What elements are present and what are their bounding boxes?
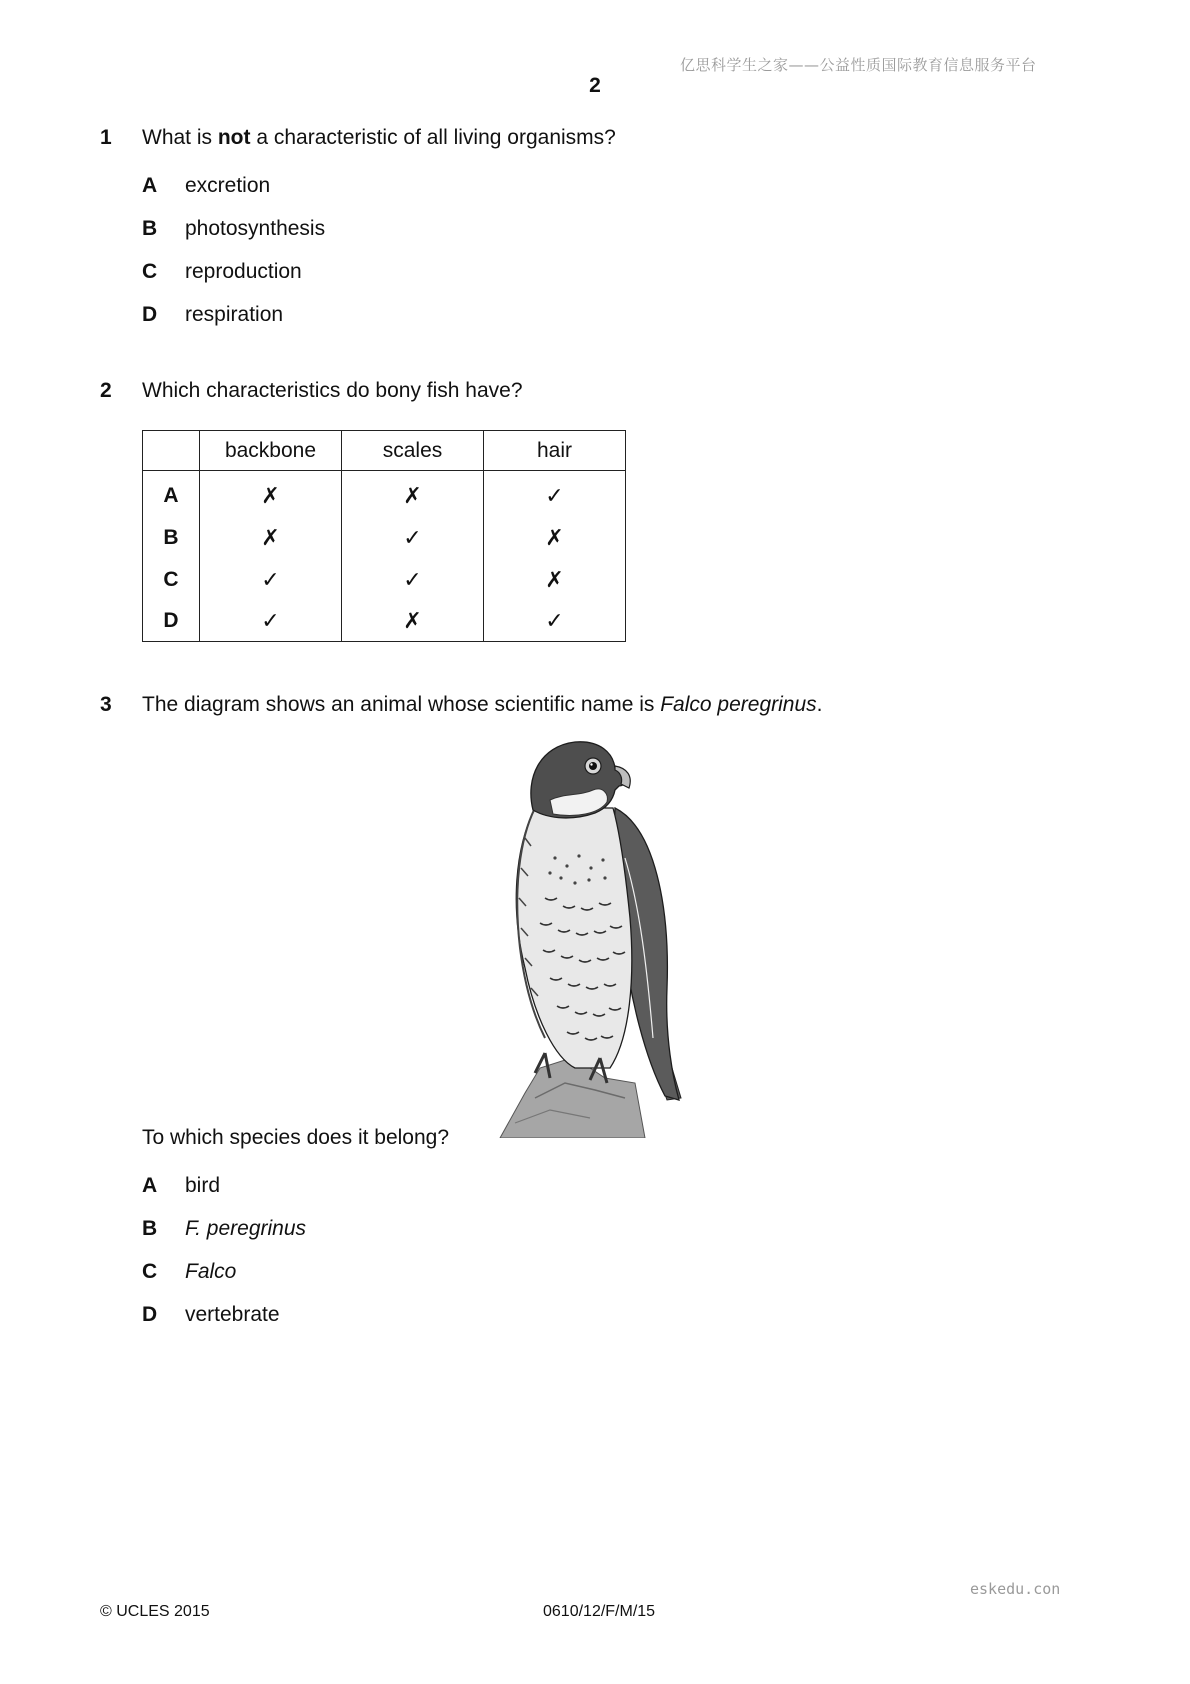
table-cell-scales: ✗ xyxy=(342,601,484,642)
table-row-letter: C xyxy=(143,559,200,601)
q3-option-a-letter: A xyxy=(142,1174,158,1197)
characteristics-table xyxy=(142,430,626,642)
question-1-text-emphasis: not xyxy=(217,126,251,149)
falcon-illustration xyxy=(495,738,705,1138)
q1-option-c-text: reproduction xyxy=(185,260,302,283)
table-cell-backbone: ✗ xyxy=(200,471,342,518)
table-header-blank xyxy=(143,431,200,471)
table-row xyxy=(143,601,626,642)
question-1-number: 1 xyxy=(100,126,112,149)
table-cell-hair: ✗ xyxy=(484,517,626,559)
table-cell-backbone: ✓ xyxy=(200,601,342,642)
q1-option-a-letter: A xyxy=(142,174,158,197)
table-cell-backbone: ✓ xyxy=(200,559,342,601)
table-header-row xyxy=(143,431,626,471)
q3-option-b-text: F. peregrinus xyxy=(185,1217,307,1240)
table-cell-backbone: ✗ xyxy=(200,517,342,559)
footer-paper-code: 0610/12/F/M/15 xyxy=(543,1603,656,1620)
q3-option-d-text: vertebrate xyxy=(185,1303,280,1326)
footer-watermark: eskedu.con xyxy=(970,1580,1061,1598)
q1-option-d-text: respiration xyxy=(185,303,284,326)
q1-option-b-text: photosynthesis xyxy=(185,217,326,240)
q1-option-d-letter: D xyxy=(142,303,158,326)
question-3-text-before: The diagram shows an animal whose scientific name is xyxy=(142,693,661,716)
question-2-number: 2 xyxy=(100,379,112,402)
question-3-text-after: . xyxy=(816,693,823,716)
table-cell-hair: ✓ xyxy=(484,471,626,518)
question-3-prompt: To which species does it belong? xyxy=(142,1126,450,1149)
page-number: 2 xyxy=(589,74,601,97)
q1-option-c-letter: C xyxy=(142,260,158,283)
q3-option-c-letter: C xyxy=(142,1260,158,1283)
table-header-backbone: backbone xyxy=(200,431,342,471)
q1-option-b-letter: B xyxy=(142,217,158,240)
table-cell-hair: ✗ xyxy=(484,559,626,601)
question-2-text: Which characteristics do bony fish have? xyxy=(142,379,523,402)
table-row xyxy=(143,471,626,518)
q3-option-d-letter: D xyxy=(142,1303,158,1326)
q3-option-b-letter: B xyxy=(142,1217,158,1240)
footer-copyright: © UCLES 2015 xyxy=(100,1603,210,1620)
header-watermark: 亿思科学生之家——公益性质国际教育信息服务平台 xyxy=(680,56,1037,74)
table-row xyxy=(143,517,626,559)
q3-option-c-text: Falco xyxy=(185,1260,237,1283)
table-row-letter: D xyxy=(143,601,200,642)
question-3-text xyxy=(142,693,823,717)
q3-option-a-text: bird xyxy=(185,1174,221,1197)
table-cell-scales: ✗ xyxy=(342,471,484,518)
question-1-text-after: a characteristic of all living organisms? xyxy=(250,126,616,149)
question-1-text xyxy=(142,126,616,150)
table-header-hair: hair xyxy=(484,431,626,471)
table-cell-scales: ✓ xyxy=(342,559,484,601)
table-cell-scales: ✓ xyxy=(342,517,484,559)
q1-option-a-text: excretion xyxy=(185,174,271,197)
table-cell-hair: ✓ xyxy=(484,601,626,642)
table-row-letter: B xyxy=(143,517,200,559)
question-3-number: 3 xyxy=(100,693,112,716)
question-3-scientific-name: Falco peregrinus xyxy=(660,693,817,716)
table-row xyxy=(143,559,626,601)
question-1-text-before: What is xyxy=(142,126,218,149)
table-row-letter: A xyxy=(143,471,200,518)
table-header-scales: scales xyxy=(342,431,484,471)
